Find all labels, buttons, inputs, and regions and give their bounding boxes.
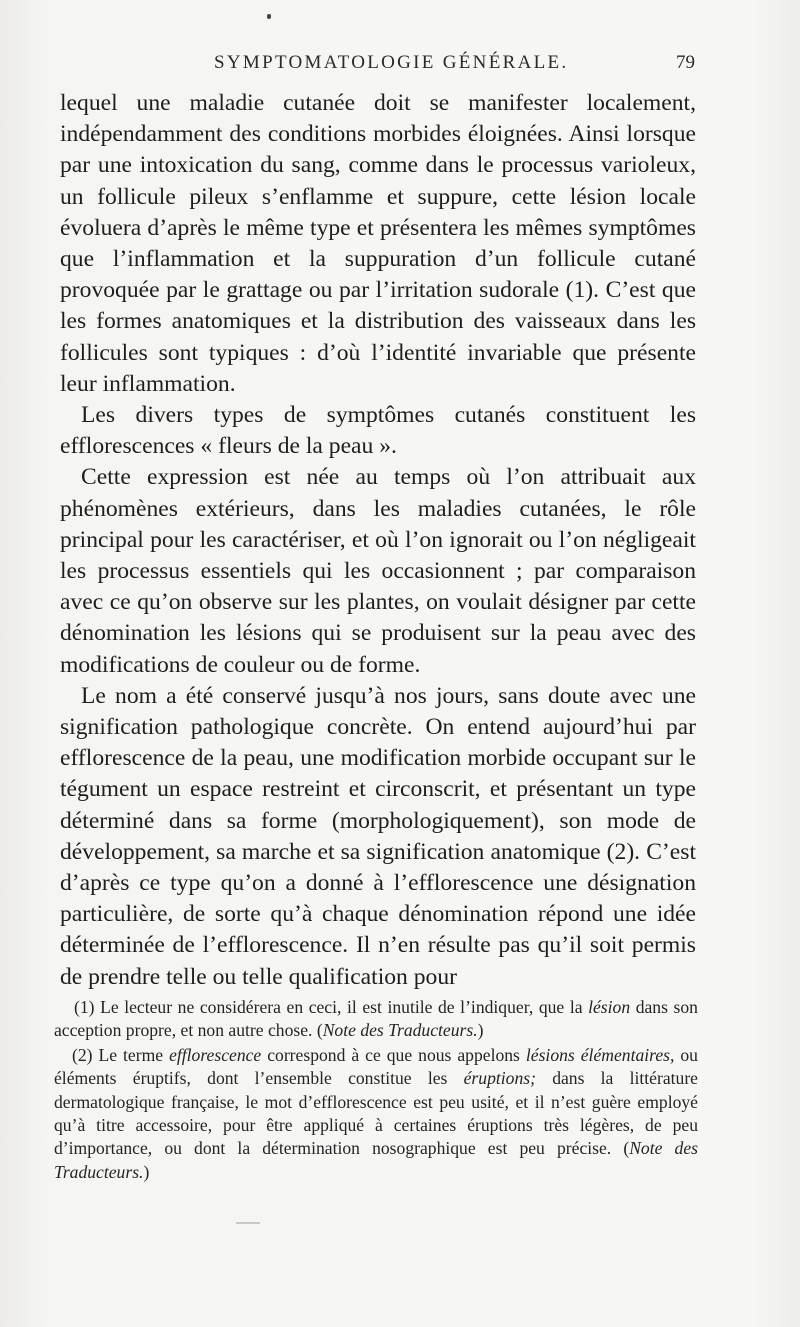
page-number: 79 bbox=[676, 52, 695, 73]
footnotes bbox=[54, 996, 698, 1184]
paragraph-1: lequel une maladie cutanée doit se manifester localement, indépendamment des conditions morbides éloignées. Ainsi lorsque par une intoxication du sang, comme dans le processus varioleux, un follicule pileux s’enflamme et suppure, cette lésion locale évoluera d’après le même type et présentera les mêmes symptômes que l’inflammation et la suppuration d’un follicule cutané provoquée par le grattage ou par l’irritation sudorale (1). C’est que les formes anatomiques et la distribution des vaisseaux dans les follicules sont typiques : d’où l’identité invariable que présente leur inflammation. bbox=[60, 90, 696, 397]
footnote-2: (2) Le terme efflorescence correspond à ce que nous appelons lésions élémentaires, ou éléments éruptifs, dont l’ensemble constitue les éruptions; dans la littérature dermatologique française, le mot d’efflorescence est peu usité, et il n’est guère employé qu’à titre accessoire, pour être appliqué à certaines éruptions très légères, de peu d’importance, ou dont la détermination nosographique est peu précise. (Note des Traducteurs.) bbox=[54, 1044, 698, 1182]
ink-speck bbox=[267, 14, 271, 19]
paragraph-2: Les divers types de symptômes cutanés constituent les efflorescences « fleurs de la peau ». bbox=[60, 402, 696, 460]
footnote-1: (1) Le lecteur ne considérera en ceci, il est inutile de l’indiquer, que la lésion dans son acception propre, et non autre chose. (Note des Traducteurs.) bbox=[54, 997, 698, 1041]
chapter-title: SYMPTOMATOLOGIE GÉNÉRALE. bbox=[214, 52, 569, 73]
paragraph-4: Le nom a été conservé jusqu’à nos jours, sans doute avec une signification pathologique concrète. On entend aujourd’hui par efflorescence de la peau, une modification morbide occupant sur le tégument un espace restreint et circonscrit, et présentant un type déterminé dans sa forme (morphologiquement), son mode de développement, sa marche et sa signification anatomique (2). C’est d’après ce type qu’on a donné à l’efflorescence une désignation particulière, de sorte qu’à chaque dénomination répond une idée déterminée de l’efflorescence. Il n’en résulte pas qu’il soit permis de prendre telle ou telle qualification pour bbox=[60, 682, 696, 990]
print-mark bbox=[236, 1222, 260, 1224]
running-header bbox=[0, 52, 800, 78]
paragraph-3: Cette expression est née au temps où l’on attribuait aux phénomènes extérieurs, dans les maladies cutanées, le rôle principal pour les caractériser, et où l’on ignorait ou l’on négligeait les processus essentiels qui les occasionnent ; par comparaison avec ce qu’on observe sur les plantes, on voulait désigner par cette dénomination les lésions qui se produisent sur la peau avec des modifications de couleur ou de forme. bbox=[60, 464, 696, 678]
main-text bbox=[60, 88, 696, 993]
